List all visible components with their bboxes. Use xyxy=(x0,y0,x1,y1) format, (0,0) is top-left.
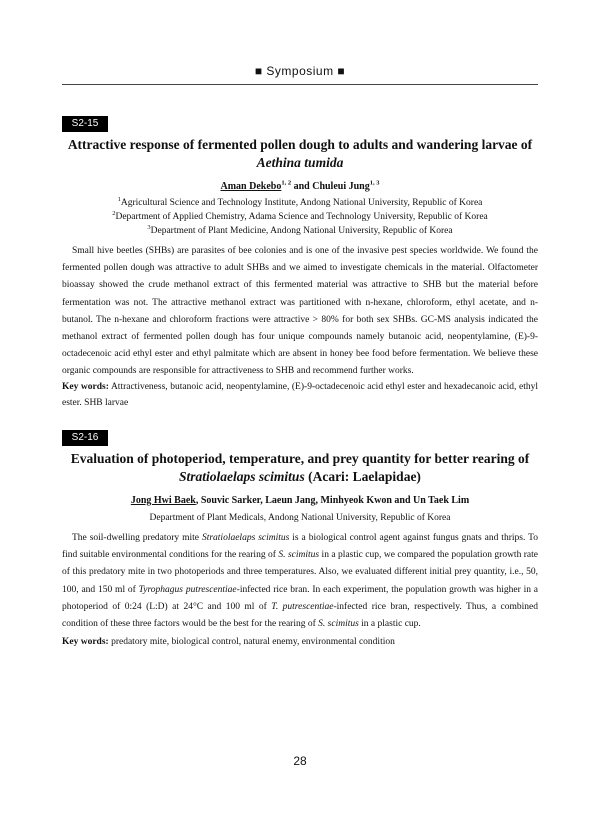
affiliation xyxy=(62,196,538,210)
keywords-text: Attractiveness, butanoic acid, neopentylamine, (E)-9-octadecenoic acid ethyl ester and hexadecanoic acid, ethyl ester. SHB larvae xyxy=(62,382,538,408)
presenting-author: Jong Hwi Baek xyxy=(130,495,196,506)
affiliation-sup: 2 xyxy=(112,209,116,217)
author-sup: 1, 2 xyxy=(281,179,292,187)
abstract-text: The soil-dwelling predatory mite xyxy=(72,533,202,543)
keywords-label: Key words: xyxy=(62,637,109,647)
author-list xyxy=(62,495,538,506)
header-divider xyxy=(62,84,538,85)
affiliation-text: Department of Plant Medicine, Andong National University, Republic of Korea xyxy=(150,226,453,236)
affiliations xyxy=(62,196,538,238)
title-taxon: (Acari: Laelapidae) xyxy=(304,469,421,484)
article-title xyxy=(62,136,538,172)
abstract-text: in a plastic cup, we compared the population growth rate of this predatory mite in two photoperiods and three temperatures. Also, we evaluated different initial prey quantity, i.e., 50, 100, and 150 ml of xyxy=(62,550,538,595)
running-header: ■ Symposium ■ xyxy=(254,64,346,78)
co-authors: and Chuleui Jung xyxy=(291,181,370,192)
author-list xyxy=(62,181,538,192)
title-line-1: Attractive response of fermented pollen dough to adults and wandering larvae of xyxy=(67,137,533,152)
affiliation-sup: 1 xyxy=(117,195,121,203)
species-name: Tyrophagus putrescentiae xyxy=(138,584,237,595)
affiliation-text: Department of Applied Chemistry, Adama Science and Technology University, Republic of Korea xyxy=(115,212,488,222)
species-name: S. scimitus xyxy=(318,619,359,630)
keywords-text: predatory mite, biological control, natural enemy, environmental condition xyxy=(108,637,395,647)
co-authors: , Souvic Sarker, Laeun Jang, Minhyeok Kwon and Un Taek Lim xyxy=(195,495,470,506)
affiliation: Department of Plant Medicals, Andong National University, Republic of Korea xyxy=(149,513,451,523)
presenting-author: Aman Dekebo xyxy=(220,181,282,192)
affiliation-sup: 3 xyxy=(147,223,151,231)
abstract-text: -infected rice bran. In each experiment, the population growth was higher in a photoperiod of 0:24 (L:D) at 24°C and 100 ml of xyxy=(62,584,538,612)
abstract-text: -infected rice bran, respectively. Thus, a combined condition of these three factors would be the best for the rearing of xyxy=(62,601,538,630)
title-species: Stratiolaelaps scimitus xyxy=(179,469,305,484)
abstract-text: is a biological control agent against fungus gnats and thrips. To find suitable environmental conditions for the rearing of xyxy=(62,533,538,561)
title-species: Aethina tumida xyxy=(256,155,344,170)
title-line-1: Evaluation of photoperiod, temperature, and prey quantity for better rearing of xyxy=(70,451,530,466)
page-number: 28 xyxy=(293,754,307,768)
affiliation-text: Agricultural Science and Technology Institute, Andong National University, Republic of Korea xyxy=(120,198,483,208)
article-title xyxy=(62,450,538,486)
session-tag: S2-15 xyxy=(62,116,108,132)
species-name: T. putrescentiae xyxy=(271,601,334,612)
author-sup: 1, 3 xyxy=(369,179,380,187)
species-name: S. scimitus xyxy=(278,550,320,561)
species-name: Stratiolaelaps scimitus xyxy=(201,533,290,543)
keywords xyxy=(62,379,538,411)
abstract xyxy=(62,530,538,633)
affiliation xyxy=(62,224,538,238)
abstract-text: in a plastic cup. xyxy=(358,619,421,630)
keywords xyxy=(62,634,538,650)
session-tag: S2-16 xyxy=(62,430,108,446)
affiliation xyxy=(62,210,538,224)
abstract: Small hive beetles (SHBs) are parasites of bee colonies and is one of the invasive pest species worldwide. We found the fermented pollen dough was attractive to adult SHBs and we aimed to investigate chemicals in the material. Olfactometer bioassay showed the crude methanol extract of this fermented material was attractive to SHB but the material before fermentation was not. The attractive methanol extract was partitioned with n-hexane, chloroform, ethyl acetate, and n-butanol. The n-hexane and chloroform fractions were attractive > 80% for both sex SHBs. GC-MS analysis indicated the methanol extract of fermented pollen dough has four unique compounds namely butanoic acid, neopentylamine, (E)-9-octadecenoic acid ethyl ester and ethyl palmitate which are absent in honey bee food before fermentation. We believe these organic compounds are responsible for attractiveness to SHB and recommend further works. xyxy=(62,246,538,377)
keywords-label: Key words: xyxy=(62,382,109,392)
